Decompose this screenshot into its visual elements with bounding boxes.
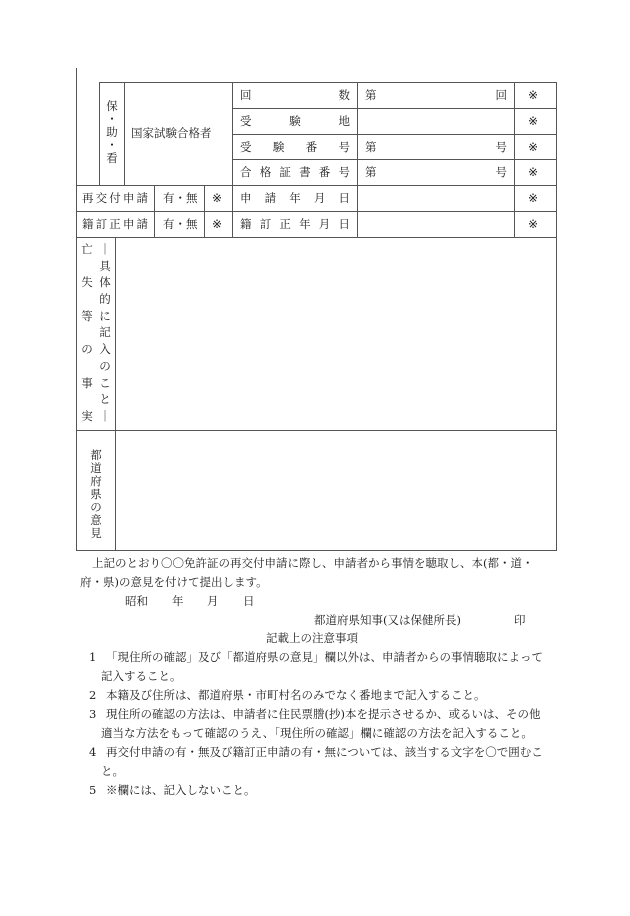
exam-count-field[interactable] xyxy=(365,88,507,102)
label-char: 月 xyxy=(318,217,331,231)
label-char: の xyxy=(81,342,93,357)
exam-number-field[interactable] xyxy=(365,140,507,154)
label-char: 受 xyxy=(240,114,252,128)
divider xyxy=(232,134,557,135)
label-char: 験 xyxy=(272,140,285,154)
note-char: 体 xyxy=(99,275,111,290)
label-char: 申 xyxy=(240,191,252,205)
label-char: 籍 xyxy=(82,217,94,231)
label-char: 合 xyxy=(240,165,252,179)
note-char: 具 xyxy=(99,258,111,273)
note-char: 入 xyxy=(99,342,111,357)
label-char: 訂 xyxy=(259,217,272,231)
label-char: 月 xyxy=(313,191,326,205)
office-use-mark: ※ xyxy=(528,191,539,205)
note-char: 的 xyxy=(99,292,111,307)
value-prefix: 第 xyxy=(365,165,377,179)
label-char: 年 xyxy=(299,217,311,231)
correction-date-label xyxy=(240,217,350,231)
label-char: 道 xyxy=(90,461,102,475)
note-char: と xyxy=(99,392,111,407)
label-char: 府 xyxy=(90,474,102,488)
value-prefix: 第 xyxy=(365,88,377,102)
label-char: 正 xyxy=(279,217,291,231)
note-number: 1 xyxy=(89,650,97,664)
label-char: 請 xyxy=(136,217,148,231)
label-char: 等 xyxy=(81,308,93,323)
registry-correction-label xyxy=(82,217,148,231)
note-number: 2 xyxy=(89,688,97,702)
seal-mark: 印 xyxy=(514,613,526,627)
label-char: 年 xyxy=(289,191,301,205)
label-char: 県 xyxy=(90,487,102,501)
registry-correction-yes-no-choice[interactable]: 有・無 xyxy=(163,217,198,231)
label-char: 意 xyxy=(90,513,102,527)
label-char: 実 xyxy=(81,408,93,423)
note-number: 4 xyxy=(89,745,97,759)
office-use-mark: ※ xyxy=(528,165,539,179)
label-char: 番 xyxy=(318,165,331,179)
label-char: 数 xyxy=(338,88,350,102)
label-char: 日 xyxy=(338,217,350,231)
divider xyxy=(99,82,100,185)
loss-facts-field[interactable] xyxy=(116,238,556,430)
label-char: 格 xyxy=(259,165,272,179)
date-day: 日 xyxy=(243,594,255,608)
loss-facts-label xyxy=(80,243,94,423)
label-char: 証 xyxy=(279,165,291,179)
label-char: 見 xyxy=(90,526,102,540)
note-text: 本籍及び住所は、都道府県・市町村名のみでなく番地まで記入すること。 xyxy=(106,688,486,702)
label-char: 失 xyxy=(81,275,93,290)
office-use-mark: ※ xyxy=(212,217,223,231)
note-char: こ xyxy=(99,375,111,390)
note-text: ※欄には、記入しないこと。 xyxy=(106,783,256,797)
prefecture-opinion-label xyxy=(88,449,104,540)
note-char: 記 xyxy=(99,325,111,340)
office-use-mark: ※ xyxy=(528,88,539,102)
note-char: ｜ xyxy=(99,408,111,423)
office-use-mark: ※ xyxy=(528,140,539,154)
application-date-label xyxy=(240,191,350,205)
loss-facts-instruction xyxy=(98,243,112,423)
exam-place-field[interactable] xyxy=(358,109,513,133)
note-char: に xyxy=(99,308,111,323)
table-right-border xyxy=(556,82,557,550)
note-text: と。 xyxy=(101,764,124,778)
notes-title: 記載上の注意事項 xyxy=(266,631,358,645)
note-number: 5 xyxy=(89,783,97,797)
row-label-exam-place xyxy=(240,114,350,128)
statement-line-1: 上記のとおり〇〇免許証の再交付申請に際し、申請者から事情を聴取し、本(都・道・ xyxy=(92,556,534,570)
label-char: 書 xyxy=(299,165,311,179)
label-char: ・ xyxy=(106,112,118,126)
label-char: 保 xyxy=(106,99,118,113)
correction-date-field[interactable] xyxy=(358,212,513,236)
row-label-count xyxy=(240,88,350,102)
note-text: 「現住所の確認」及び「都道府県の意見」欄以外は、申請者からの事情聴取によって xyxy=(106,650,543,664)
row-label-exam-number xyxy=(240,140,350,154)
office-use-mark: ※ xyxy=(212,191,223,205)
label-char: 籍 xyxy=(240,217,252,231)
label-char: 都 xyxy=(90,448,102,462)
date-era: 昭和 xyxy=(125,594,148,608)
label-char: 亡 xyxy=(81,242,93,256)
label-char: 号 xyxy=(338,165,350,179)
table-top-border xyxy=(99,82,557,83)
prefecture-opinion-field[interactable] xyxy=(116,431,556,550)
label-char: 事 xyxy=(81,375,93,390)
note-text: 適当な方法をもって確認のうえ、「現住所の確認」欄に確認の方法を記入すること。 xyxy=(101,726,533,740)
label-char: 回 xyxy=(240,88,252,102)
application-date-field[interactable] xyxy=(358,186,513,210)
label-char: 助 xyxy=(106,125,118,139)
label-char: 交 xyxy=(95,191,108,205)
divider xyxy=(124,82,125,185)
value-suffix: 回 xyxy=(495,88,507,102)
label-char: 看 xyxy=(106,151,118,165)
certificate-number-field[interactable] xyxy=(365,165,507,179)
label-char: の xyxy=(90,500,102,514)
label-char: ・ xyxy=(106,138,118,152)
reissue-application-label xyxy=(82,191,148,205)
note-text: 記入すること。 xyxy=(101,669,182,683)
note-text: 再交付申請の有・無及び籍訂正申請の有・無については、該当する文字を〇で囲むこ xyxy=(106,745,543,759)
table-left-border xyxy=(76,68,77,550)
label-char: 日 xyxy=(338,191,350,205)
signer-title: 都道府県知事(又は保健所長) xyxy=(314,613,461,627)
label-char: 請 xyxy=(264,191,277,205)
office-use-mark: ※ xyxy=(528,217,539,231)
label-char: 訂 xyxy=(95,217,108,231)
table-bottom-border xyxy=(76,550,557,551)
label-char: 再 xyxy=(82,191,94,205)
category-label: 国家試験合格者 xyxy=(131,126,212,140)
label-char: 地 xyxy=(338,114,350,128)
note-text: 現住所の確認の方法は、申請者に住民票謄(抄)本を提示させるか、或るいは、その他 xyxy=(106,707,541,721)
note-char: の xyxy=(99,358,111,373)
value-suffix: 号 xyxy=(495,165,507,179)
label-char: 番 xyxy=(305,140,318,154)
label-char: 号 xyxy=(338,140,350,154)
label-char: 請 xyxy=(136,191,148,205)
date-year: 年 xyxy=(172,594,184,608)
value-suffix: 号 xyxy=(495,140,507,154)
label-char: 受 xyxy=(240,140,252,154)
label-char: 申 xyxy=(122,217,135,231)
label-char: 正 xyxy=(109,217,121,231)
date-month: 月 xyxy=(207,594,219,608)
statement-line-2: 府・県)の意見を付けて提出します。 xyxy=(80,575,268,589)
divider xyxy=(232,159,557,160)
note-char: ｜ xyxy=(99,242,111,256)
value-prefix: 第 xyxy=(365,140,377,154)
row-label-certificate-number xyxy=(240,165,350,179)
label-char: 験 xyxy=(289,114,301,128)
label-char: 付 xyxy=(109,191,121,205)
office-use-mark: ※ xyxy=(528,114,539,128)
qualification-type-label xyxy=(104,100,120,165)
reissue-yes-no-choice[interactable]: 有・無 xyxy=(163,191,198,205)
note-number: 3 xyxy=(89,707,97,721)
label-char: 申 xyxy=(122,191,135,205)
